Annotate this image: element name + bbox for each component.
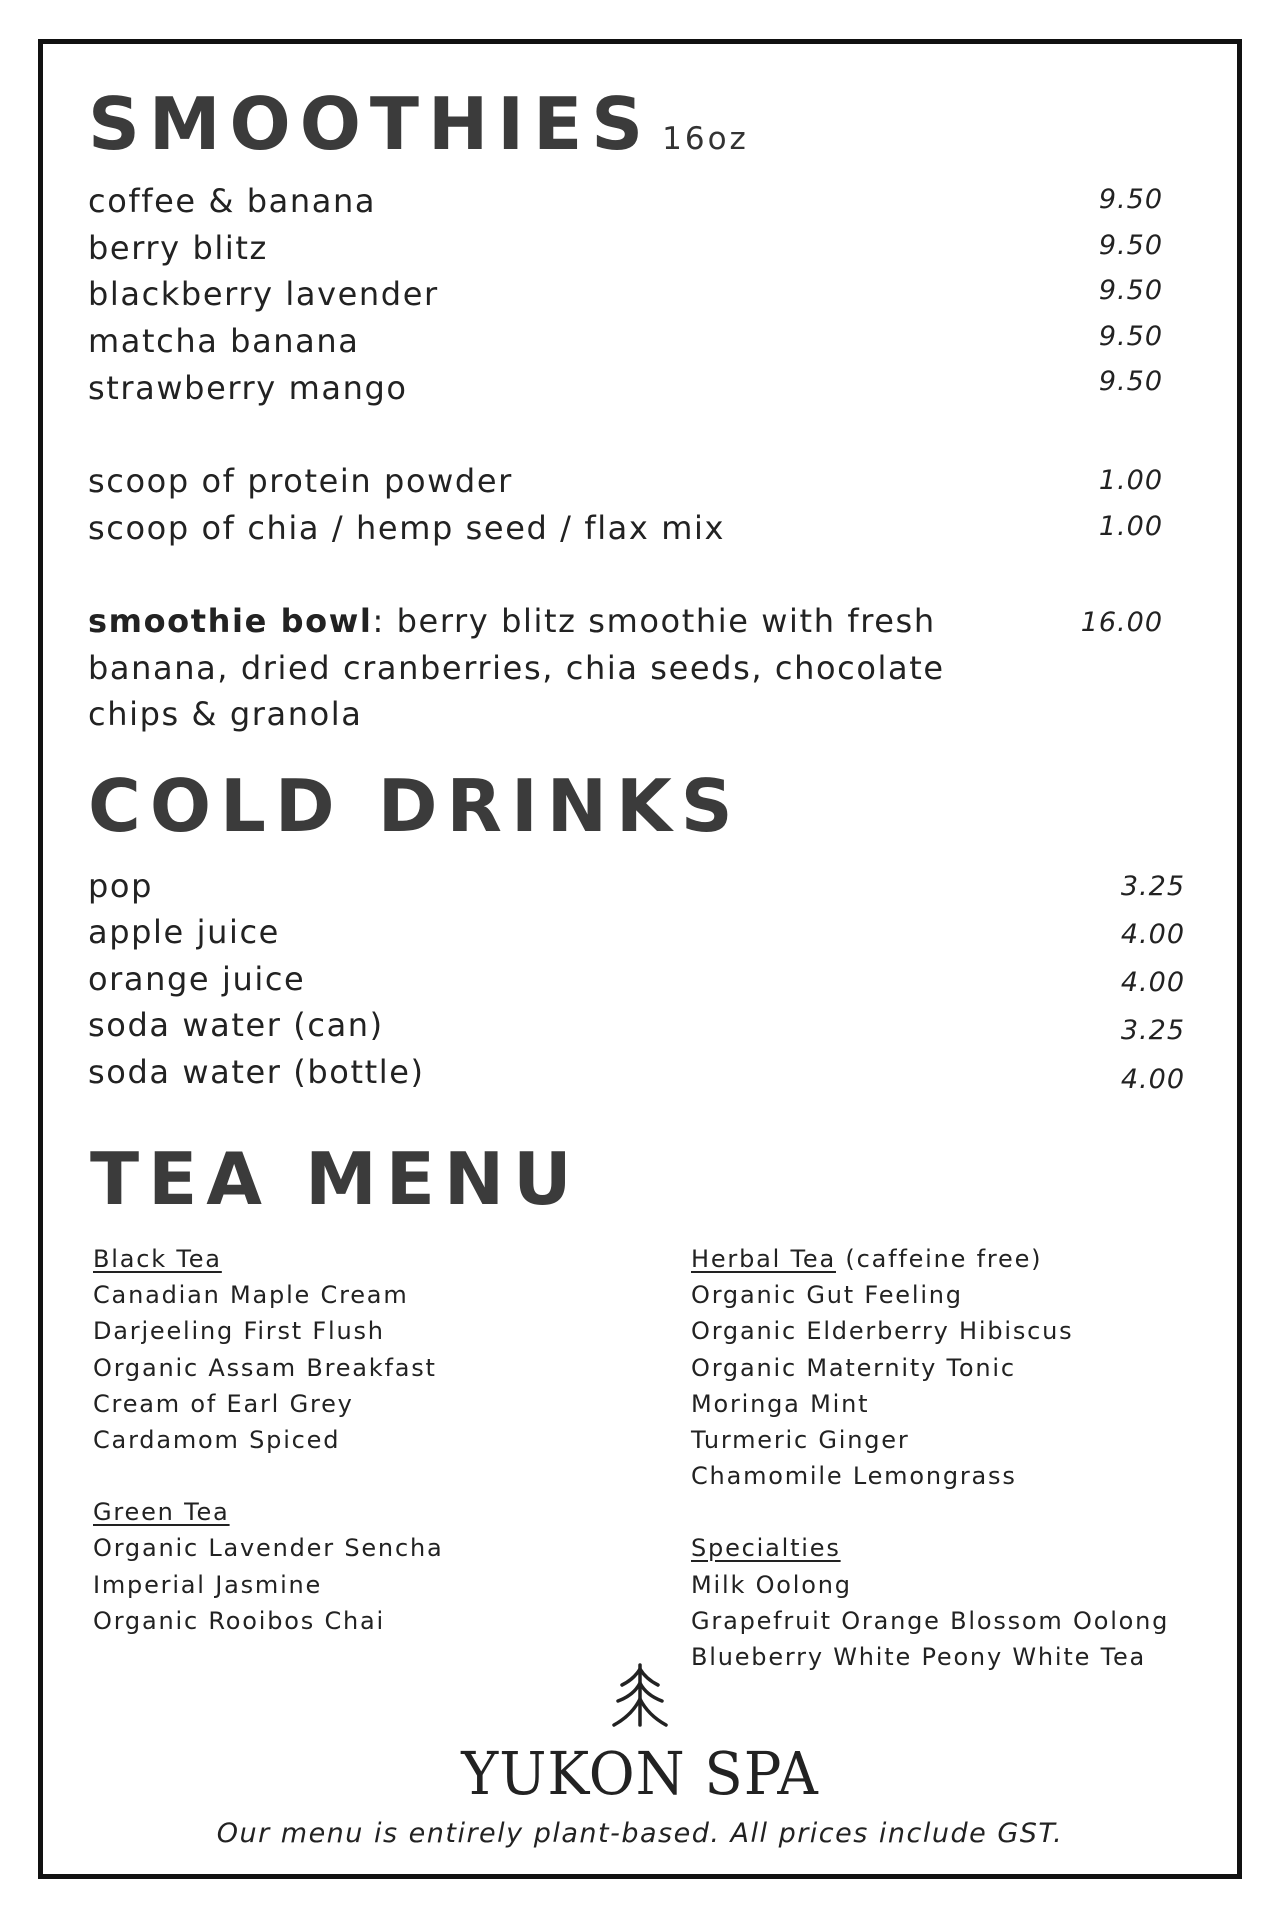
menu-price: 4.00: [1120, 1064, 1185, 1095]
menu-price: 4.00: [1120, 919, 1185, 950]
cold-drinks-heading: COLD DRINKS: [88, 764, 742, 848]
menu-item: soda water (bottle): [88, 1053, 425, 1091]
footer-note: Our menu is entirely plant-based. All prices include GST.: [216, 1818, 1064, 1849]
smoothie-bowl-desc: : berry blitz smoothie with fresh: [372, 602, 936, 640]
menu-item: matcha banana: [88, 322, 360, 360]
tea-menu-heading: TEA MENU: [90, 1137, 581, 1221]
menu-item: soda water (can): [88, 1006, 384, 1044]
herbal-tea-list: [691, 1241, 1169, 1675]
herbal-tea-heading-row: [691, 1241, 1169, 1277]
menu-price: 9.50: [1098, 366, 1163, 397]
smoothie-bowl-label: smoothie bowl: [88, 602, 373, 640]
menu-item: strawberry mango: [88, 369, 408, 407]
herbal-tea-heading: Herbal Tea: [691, 1245, 836, 1273]
menu-price: 9.50: [1098, 321, 1163, 352]
menu-price: 9.50: [1098, 230, 1163, 261]
tea-item: Grapefruit Orange Blossom Oolong: [691, 1606, 1170, 1635]
addon-item: scoop of protein powder: [88, 462, 513, 500]
black-tea-list: [93, 1241, 443, 1639]
tea-item: Organic Gut Feeling: [691, 1281, 963, 1310]
tea-item: Canadian Maple Cream: [93, 1281, 409, 1310]
smoothie-bowl-desc: banana, dried cranberries, chia seeds, chocolate: [88, 649, 945, 687]
menu-item: coffee & banana: [88, 182, 377, 220]
smoothie-bowl-line: [88, 602, 936, 640]
menu-price: 9.50: [1098, 184, 1163, 215]
tea-item: Chamomile Lemongrass: [691, 1462, 1017, 1491]
smoothies-heading: [88, 82, 749, 166]
menu-price: 4.00: [1120, 967, 1185, 998]
menu-item: blackberry lavender: [88, 275, 439, 313]
menu-item: apple juice: [88, 913, 280, 951]
addon-item: scoop of chia / hemp seed / flax mix: [88, 509, 726, 547]
menu-price: 9.50: [1098, 275, 1163, 306]
smoothie-bowl-price: 16.00: [1080, 607, 1163, 638]
tea-item: Milk Oolong: [691, 1570, 852, 1599]
tea-item: Organic Maternity Tonic: [691, 1353, 1016, 1382]
green-tea-heading: Green Tea: [93, 1498, 230, 1527]
tea-item: Moringa Mint: [691, 1389, 870, 1418]
menu-item: berry blitz: [88, 229, 268, 267]
menu-price: 3.25: [1120, 871, 1185, 902]
brand-logo-text: YUKON SPA: [461, 1740, 819, 1809]
herbal-tea-note: (caffeine free): [835, 1245, 1043, 1273]
tea-item: Cream of Earl Grey: [93, 1389, 354, 1418]
smoothies-size: 16oz: [662, 121, 749, 157]
addon-price: 1.00: [1098, 511, 1163, 542]
menu-item: orange juice: [88, 960, 306, 998]
addon-price: 1.00: [1098, 465, 1163, 496]
tea-item: Organic Lavender Sencha: [93, 1534, 444, 1563]
tea-item: Organic Elderberry Hibiscus: [691, 1317, 1074, 1346]
tea-item: Cardamom Spiced: [93, 1426, 341, 1455]
smoothie-bowl-desc: chips & granola: [88, 695, 363, 733]
pine-tree-icon: [612, 1663, 668, 1731]
black-tea-heading: Black Tea: [93, 1245, 222, 1273]
tea-item: Organic Assam Breakfast: [93, 1353, 437, 1382]
tea-item: Imperial Jasmine: [93, 1570, 323, 1599]
menu-item: pop: [88, 867, 154, 905]
smoothies-title: SMOOTHIES: [88, 82, 653, 166]
menu-price: 3.25: [1120, 1015, 1185, 1046]
specialties-heading: Specialties: [691, 1534, 841, 1563]
tea-item: Darjeeling First Flush: [93, 1317, 385, 1346]
tea-item: Organic Rooibos Chai: [93, 1606, 386, 1635]
tea-item: Blueberry White Peony White Tea: [691, 1643, 1147, 1672]
tea-item: Turmeric Ginger: [691, 1426, 910, 1455]
